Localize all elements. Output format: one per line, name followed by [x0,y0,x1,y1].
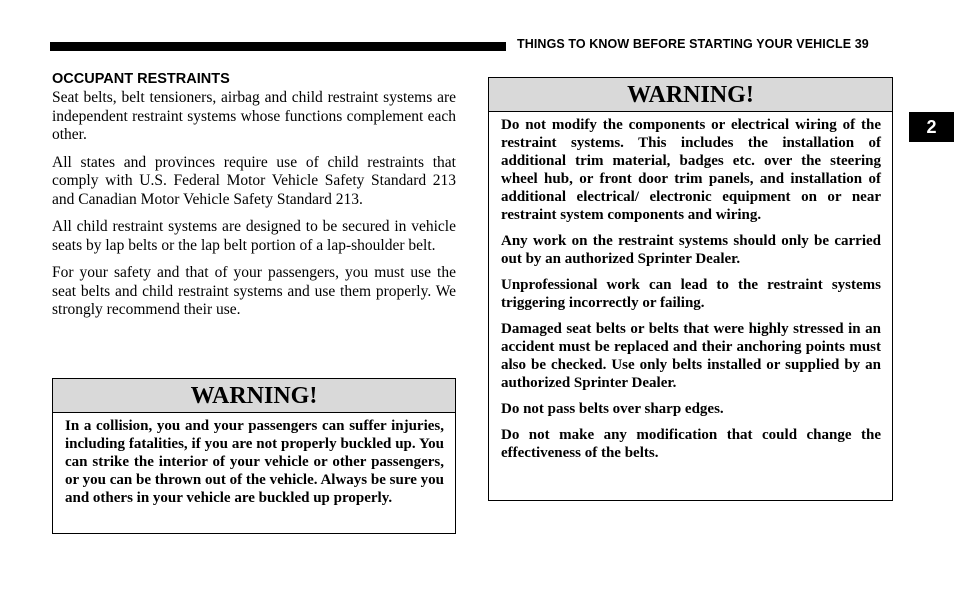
body-paragraph: Seat belts, belt tensioners, airbag and child restraint systems are independent restraint systems whose functions complement each other. [52,89,456,143]
warning-paragraph: Do not pass belts over sharp edges. [501,401,724,417]
warning-body [53,413,455,507]
warning-title: WARNING! [53,379,455,413]
running-title: THINGS TO KNOW BEFORE STARTING YOUR VEHICLE 39 [517,37,869,51]
warning-box-collision [52,378,456,534]
warning-paragraph: Damaged seat belts or belts that were highly stressed in an accident must be replaced and their anchoring points must also be checked. Use only belts installed or supplied by an authorized Sprinter Dealer. [501,321,881,391]
warning-title: WARNING! [489,78,892,112]
body-paragraph: All child restraint systems are designed to be secured in vehicle seats by lap belts or the lap belt portion of a lap-shoulder belt. [52,218,456,254]
warning-paragraph: Unprofessional work can lead to the restraint systems triggering incorrectly or failing. [501,277,881,311]
header-rule [50,42,506,51]
warning-paragraph: In a collision, you and your passengers can suffer injuries, including fatalities, if you are not properly buckled up. You can strike the interior of your vehicle or other passengers, or you can be thrown out of the vehicle. Always be sure you and others in your vehicle are buckled up properly. [65,418,444,506]
section-heading: OCCUPANT RESTRAINTS [52,71,230,87]
body-paragraph: All states and provinces require use of child restraints that comply with U.S. Federal Motor Vehicle Safety Standard 213 and Canadian Motor Vehicle Safety Standard 213. [52,153,456,208]
warning-paragraph: Do not modify the components or electrical wiring of the restraint systems. This includes the installation of additional trim material, badges etc. over the steering wheel hub, or front door trim panels, and installation of additional electrical/ electronic equipment on or near restraint system components and wiring. [501,117,881,223]
warning-paragraph: Any work on the restraint systems should only be carried out by an authorized Sprinter Dealer. [501,233,881,267]
chapter-tab: 2 [909,112,954,142]
occupant-restraints-section [52,69,456,329]
warning-paragraph: Do not make any modification that could change the effectiveness of the belts. [501,427,881,461]
warning-body [489,112,892,462]
body-paragraph: For your safety and that of your passengers, you must use the seat belts and child restraint systems and use them properly. We strongly recommend their use. [52,264,456,318]
warning-box-restraint-systems [488,77,893,501]
